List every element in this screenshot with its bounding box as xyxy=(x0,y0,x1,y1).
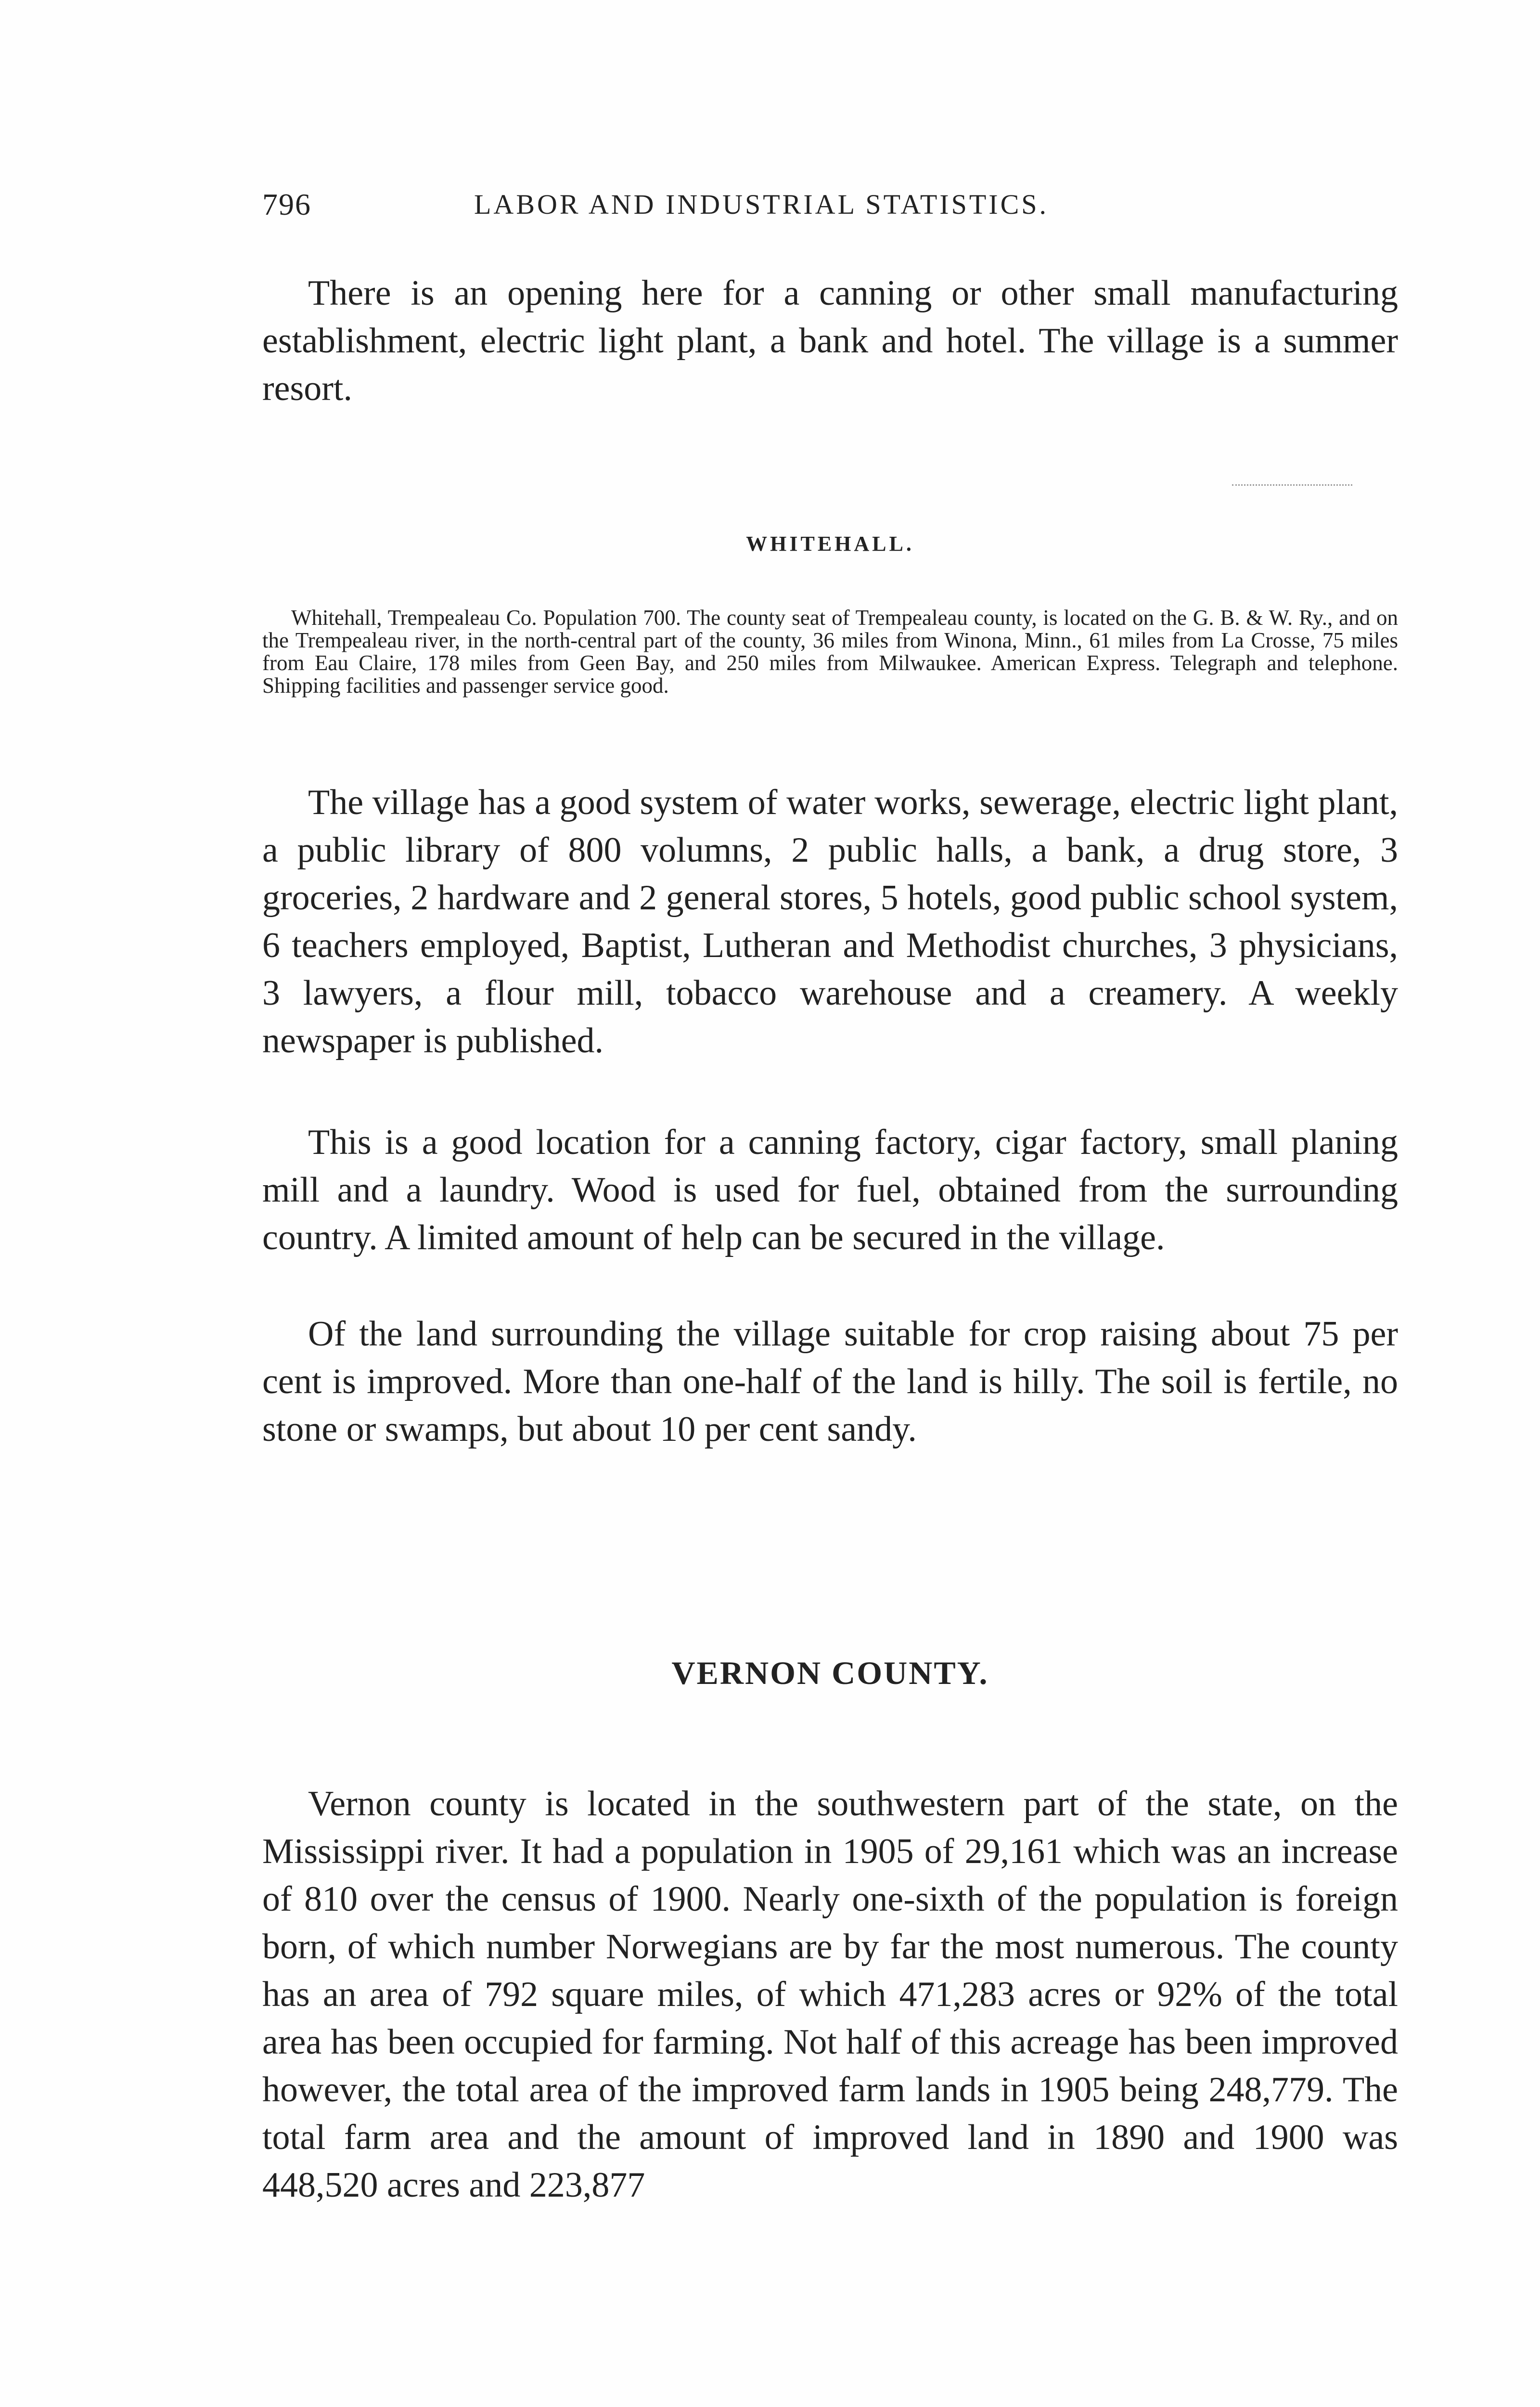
page-header xyxy=(262,181,1398,233)
separator-rule xyxy=(1232,484,1352,486)
intro-paragraph: There is an opening here for a canning or other small manufacturing establishment, electric light plant, a bank and hotel. The village is a summer resort. xyxy=(262,273,1398,408)
whitehall-paragraph-1: The village has a good system of water works, sewerage, electric light plant, a public library of 800 volumns, 2 public halls, a bank, a drug store, 3 groceries, 2 hardware and 2 general stores, 5 hotels, good public school system, 6 teachers employed, Baptist, Lutheran and Methodist churches, 3 physicians, 3 lawyers, a flour mill, tobacco warehouse and a creamery. A weekly newspaper is published. xyxy=(262,783,1398,1061)
running-head: LABOR AND INDUSTRIAL STATISTICS. xyxy=(474,189,1049,220)
whitehall-paragraph-2: This is a good location for a canning factory, cigar factory, small planing mill and a laundry. Wood is used for fuel, obtained from the surrounding country. A limited amount of help can be secured in the village. xyxy=(262,1123,1398,1257)
whitehall-paragraph-3: Of the land surrounding the village suitable for crop raising about 75 per cent is improved. More than one-half of the land is hilly. The soil is fertile, no stone or swamps, but about 10 per cent sandy. xyxy=(262,1314,1398,1449)
vernon-county-heading: VERNON COUNTY. xyxy=(671,1655,989,1691)
page-number: 796 xyxy=(262,187,311,221)
vernon-county-paragraph: Vernon county is located in the southwestern part of the state, on the Mississippi river. It had a population in 1905 of 29,161 which was an increase of 810 over the census of 1900. Nearly one-sixth of the population is foreign born, of which number Norwegians are by far the most numerous. The county has an area of 792 square miles, of which 471,283 acres or 92% of the total area has been occupied for farming. Not half of this acreage has been improved however, the total area of the improved farm lands in 1905 being 248,779. The total farm area and the amount of improved land in 1890 and 1900 was 448,520 acres and 223,877 xyxy=(262,1784,1398,2205)
whitehall-heading: WHITEHALL. xyxy=(746,532,914,556)
whitehall-summary: Whitehall, Trempealeau Co. Population 700. The county seat of Trempealeau county, is located on the G. B. & W. Ry., and on the Trempealeau river, in the north-central part of the county, 36 miles from Winona, Minn., 61 miles from La Crosse, 75 miles from Eau Claire, 178 miles from Geen Bay, and 250 miles from Milwaukee. American Express. Telegraph and telephone. Shipping facilities and passenger service good. xyxy=(262,606,1398,698)
